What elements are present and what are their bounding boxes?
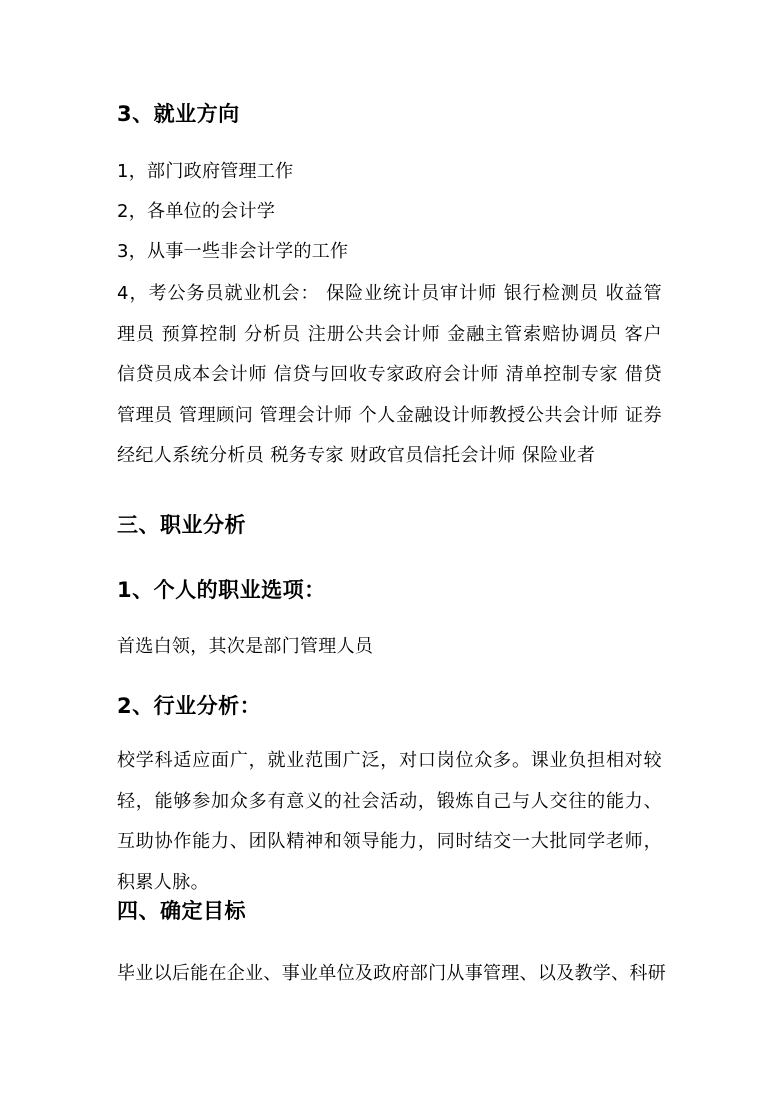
personal-career-options-text: 首选白领，其次是部门管理人员 [117,636,374,657]
set-goals-text: 毕业以后能在企业、事业单位及政府部门从事管理、以及教学、科研 [117,963,666,984]
list-item: 1，部门政府管理工作 [117,161,294,182]
subheading-personal-career-options: 1、个人的职业选项： [117,578,326,602]
section-heading-employment-direction: 3、就业方向 [117,102,240,126]
section-heading-set-goals: 四、确定目标 [117,899,246,923]
subheading-industry-analysis: 2、行业分析： [117,694,262,718]
list-item: 3，从事一些非会计学的工作 [117,241,349,262]
list-item: 2，各单位的会计学 [117,201,276,222]
section-heading-career-analysis: 三、职业分析 [117,513,246,537]
civil-service-opportunities-paragraph: 4，考公务员就业机会： 保险业统计员审计师 银行检测员 收益管理员 预算控制 分析员 注册公共会计师 金融主管索赔协调员 客户信贷员成本会计师 信贷与回收专家政府会计师 清单控制专家 借贷管理员 管理顾问 管理会计师 个人金融设计师教授公共会计师 证券经纪人系统分析员 税务专家 财政官员信托会计师 保险业者 [117,283,662,466]
industry-analysis-paragraph: 校学科适应面广，就业范围广泛，对口岗位众多。课业负担相对较轻，能够参加众多有意义的社会活动，锻炼自己与人交往的能力、互助协作能力、团队精神和领导能力，同时结交一大批同学老师，积累人脉。 [117,750,662,893]
